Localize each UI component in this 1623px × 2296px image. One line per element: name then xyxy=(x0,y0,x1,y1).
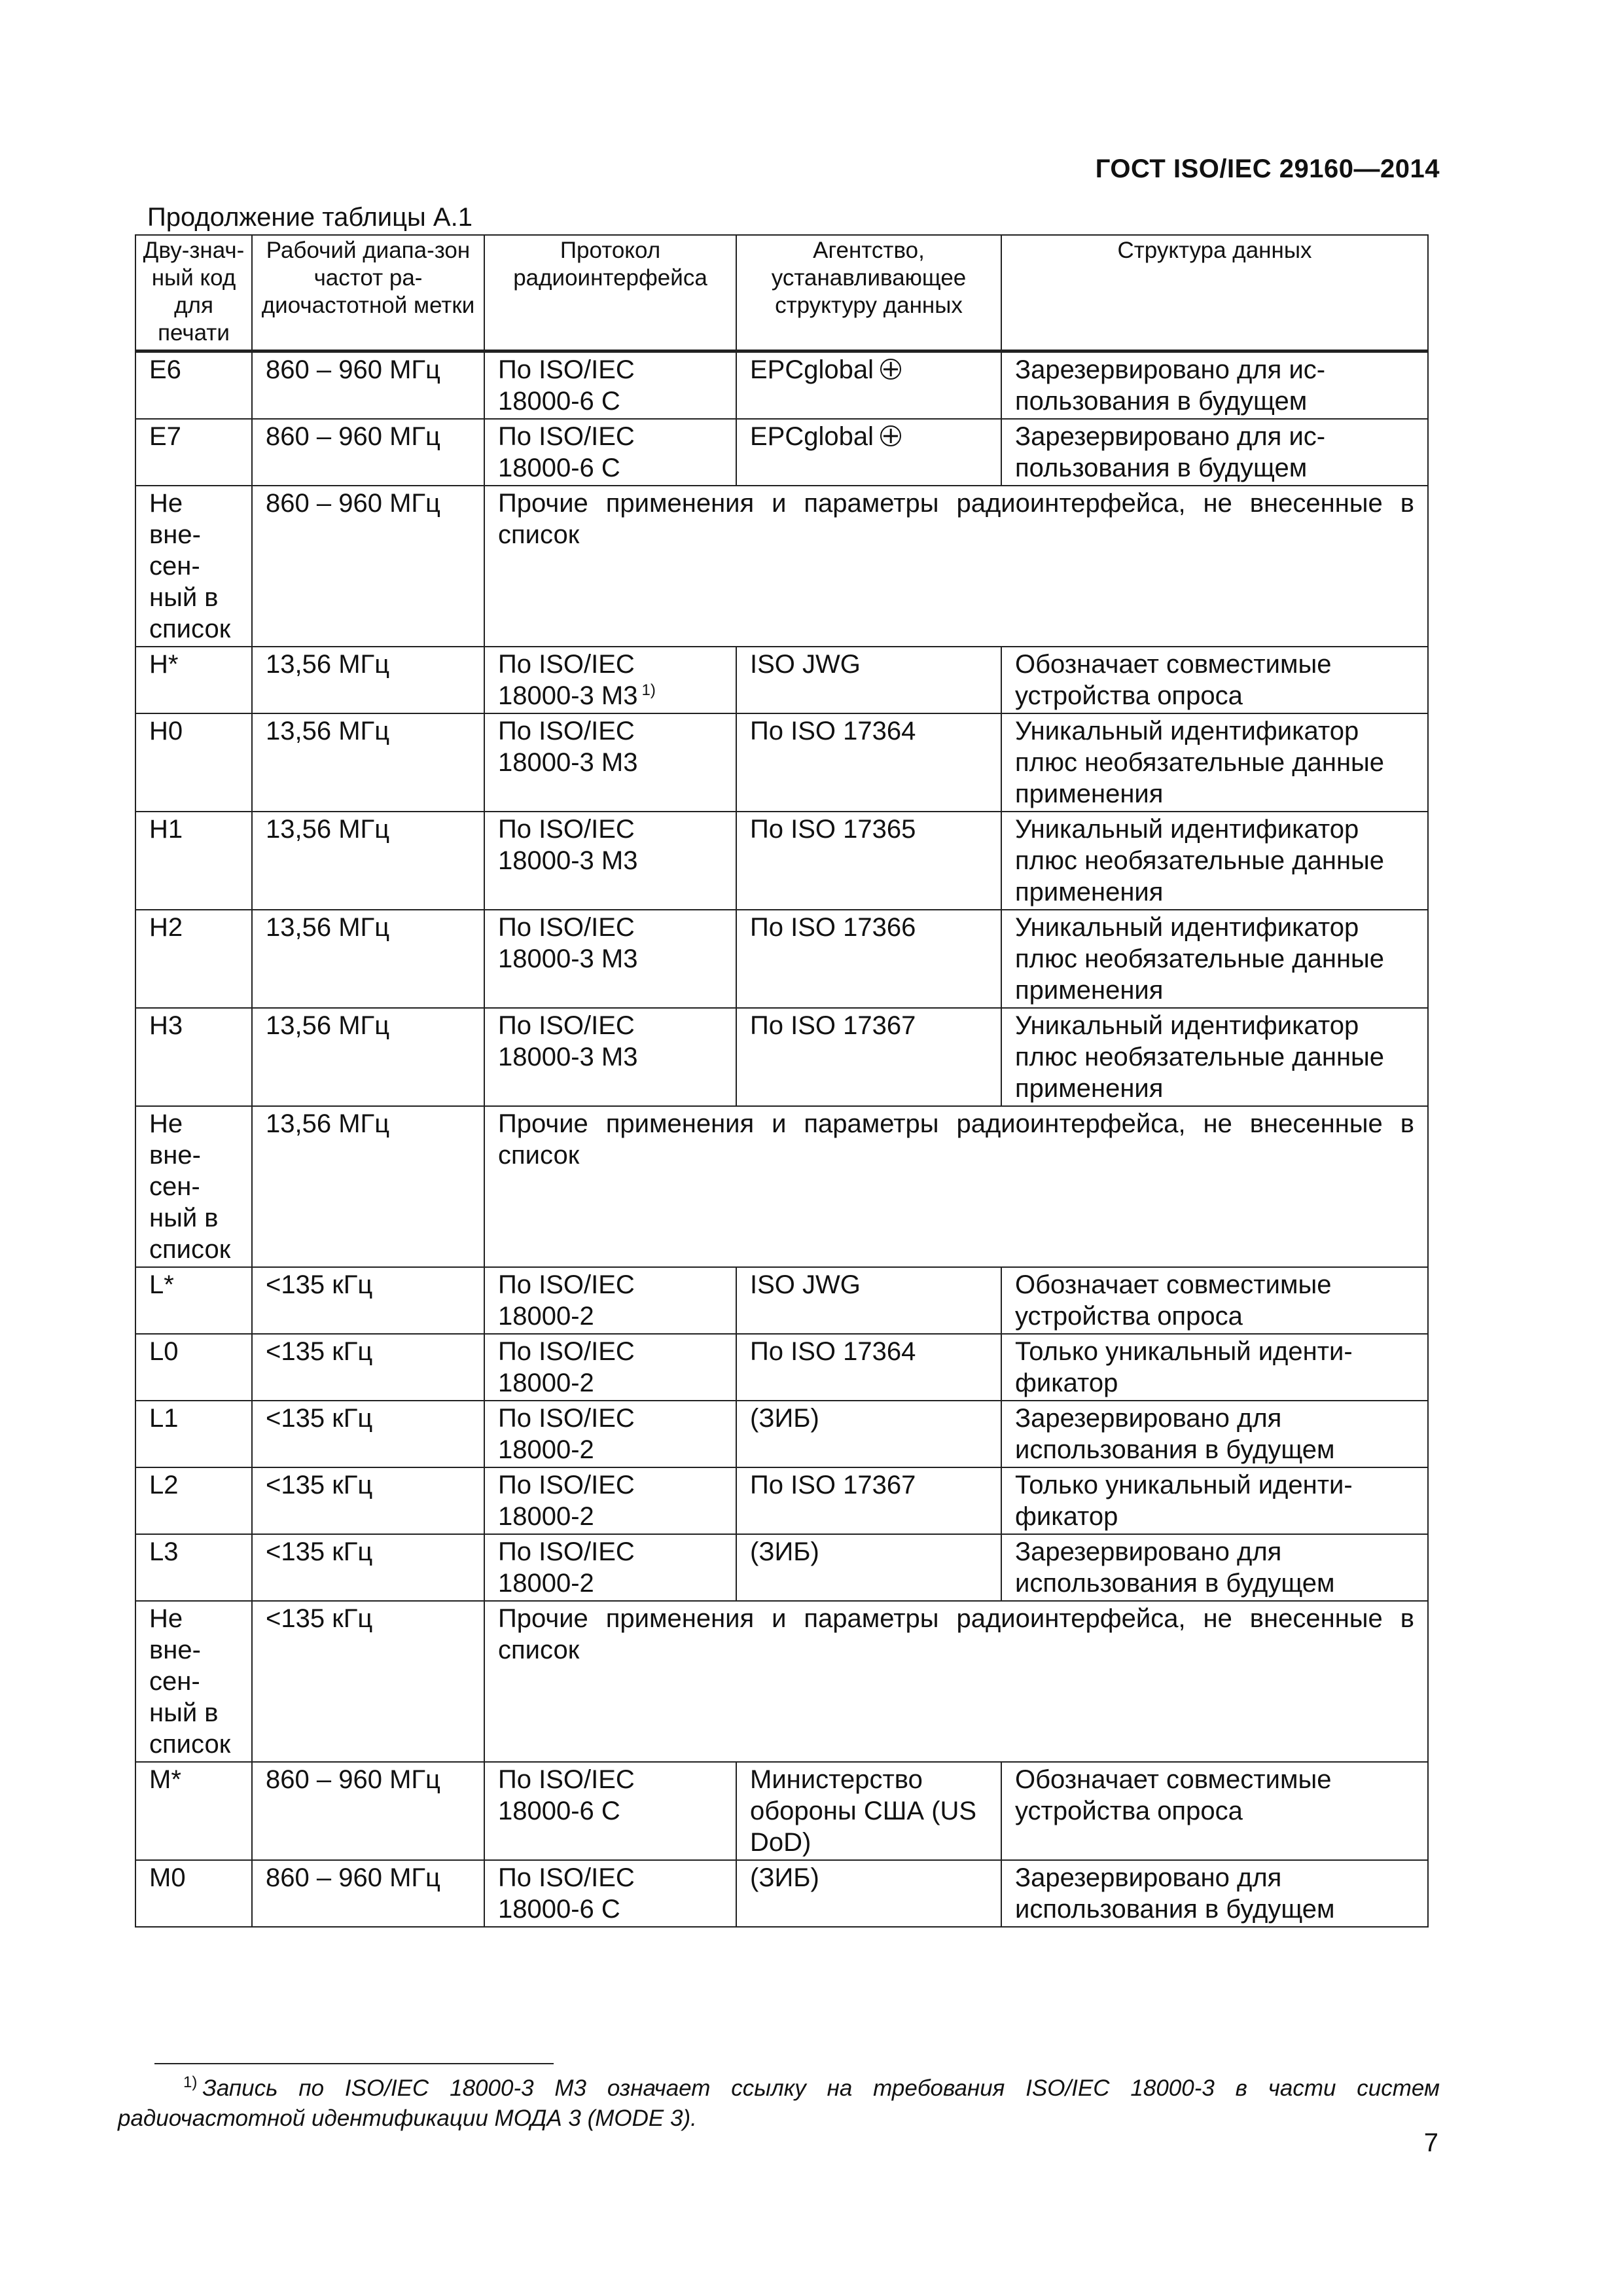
cell-protocol xyxy=(484,351,736,420)
cell-code-text: Не вне-сен-ный в список xyxy=(149,489,231,643)
table-header-row xyxy=(135,235,1428,351)
cell-frequency xyxy=(252,351,484,420)
column-header-agency: Агентство, устанавливающее структуру данных xyxy=(736,235,1001,351)
cell-agency-text: По ISO 17364 xyxy=(750,1337,916,1366)
circled-plus-icon xyxy=(880,425,901,446)
cell-protocol-text: По ISO/IEC 18000-2 xyxy=(498,1337,635,1397)
cell-protocol xyxy=(484,1267,736,1334)
cell-agency xyxy=(736,1401,1001,1467)
cell-frequency xyxy=(252,1762,484,1860)
cell-merged-note xyxy=(484,1601,1428,1762)
cell-agency xyxy=(736,1534,1001,1601)
cell-agency-text: (ЗИБ) xyxy=(750,1863,819,1892)
data-table xyxy=(135,234,1429,1928)
cell-code-text: L0 xyxy=(149,1337,179,1366)
cell-frequency xyxy=(252,812,484,910)
cell-frequency xyxy=(252,1106,484,1267)
cell-frequency-text: <135 кГц xyxy=(266,1471,373,1499)
table-row xyxy=(135,812,1428,910)
cell-merged-note-text: Прочие применения и параметры радиоинтерфейса, не внесенные в список xyxy=(498,489,1414,549)
cell-code xyxy=(135,1106,252,1267)
cell-code xyxy=(135,1601,252,1762)
cell-agency xyxy=(736,713,1001,812)
cell-code-text: H2 xyxy=(149,913,183,942)
table-row xyxy=(135,1267,1428,1334)
cell-structure-text: Зарезервировано для ис-пользования в будущем xyxy=(1015,355,1326,416)
cell-agency-text: По ISO 17367 xyxy=(750,1011,916,1040)
footnote xyxy=(118,2073,1440,2134)
column-header-code: Дву-знач-ный код для печати xyxy=(135,235,252,351)
column-header-structure: Структура данных xyxy=(1001,235,1428,351)
cell-frequency-text: <135 кГц xyxy=(266,1404,373,1433)
footnote-mark: 1) xyxy=(183,2073,198,2092)
cell-structure xyxy=(1001,1267,1428,1334)
cell-agency xyxy=(736,812,1001,910)
table-row xyxy=(135,1334,1428,1401)
cell-protocol xyxy=(484,1467,736,1534)
cell-code-text: L1 xyxy=(149,1404,179,1433)
table-row xyxy=(135,1860,1428,1927)
cell-structure-text: Уникальный идентификатор плюс необязательные данные применения xyxy=(1015,1011,1385,1103)
cell-protocol xyxy=(484,1860,736,1927)
cell-agency-text: (ЗИБ) xyxy=(750,1537,819,1566)
cell-frequency xyxy=(252,1334,484,1401)
cell-code xyxy=(135,647,252,713)
cell-frequency-text: 13,56 МГц xyxy=(266,1011,390,1040)
cell-structure xyxy=(1001,1334,1428,1401)
cell-structure-text: Уникальный идентификатор плюс необязательные данные применения xyxy=(1015,815,1385,906)
cell-protocol xyxy=(484,1401,736,1467)
cell-structure xyxy=(1001,1467,1428,1534)
cell-structure-text: Только уникальный иденти-фикатор xyxy=(1015,1471,1353,1531)
cell-frequency xyxy=(252,419,484,486)
cell-frequency-text: <135 кГц xyxy=(266,1604,373,1633)
cell-protocol-text: По ISO/IEC 18000-3 M3 xyxy=(498,913,638,973)
cell-structure xyxy=(1001,713,1428,812)
table-row xyxy=(135,351,1428,420)
page-number: 7 xyxy=(1423,2128,1438,2157)
cell-code-text: L2 xyxy=(149,1471,179,1499)
cell-code-text: L* xyxy=(149,1270,174,1299)
cell-code xyxy=(135,1467,252,1534)
cell-protocol-text: По ISO/IEC 18000-2 xyxy=(498,1471,635,1531)
cell-code-text: E7 xyxy=(149,422,181,451)
footnote-separator xyxy=(154,2063,554,2064)
cell-structure-text: Обозначает совместимые устройства опроса xyxy=(1015,1270,1332,1331)
cell-frequency-text: 860 – 960 МГц xyxy=(266,1765,440,1794)
cell-structure-text: Уникальный идентификатор плюс необязательные данные применения xyxy=(1015,913,1385,1005)
cell-frequency xyxy=(252,1467,484,1534)
cell-structure-text: Зарезервировано для использования в будущем xyxy=(1015,1404,1335,1464)
cell-agency-text: ISO JWG xyxy=(750,650,861,679)
cell-structure xyxy=(1001,1401,1428,1467)
cell-structure xyxy=(1001,812,1428,910)
cell-structure xyxy=(1001,351,1428,420)
cell-protocol-text: По ISO/IEC 18000-3 M3 xyxy=(498,1011,638,1071)
cell-protocol-text: По ISO/IEC 18000-6 C xyxy=(498,355,635,416)
cell-frequency xyxy=(252,1401,484,1467)
cell-frequency-text: 860 – 960 МГц xyxy=(266,1863,440,1892)
column-header-frequency: Рабочий диапа-зон частот ра-диочастотной метки xyxy=(252,235,484,351)
cell-agency xyxy=(736,1008,1001,1106)
cell-code xyxy=(135,1534,252,1601)
table-row xyxy=(135,647,1428,713)
cell-frequency xyxy=(252,713,484,812)
cell-frequency xyxy=(252,1601,484,1762)
cell-merged-note xyxy=(484,486,1428,647)
cell-agency-text: Министерство обороны США (US DoD) xyxy=(750,1765,977,1857)
cell-frequency xyxy=(252,486,484,647)
cell-protocol-text: По ISO/IEC 18000-2 xyxy=(498,1537,635,1598)
column-header-protocol: Протокол радиоинтерфейса xyxy=(484,235,736,351)
cell-agency xyxy=(736,419,1001,486)
table-row xyxy=(135,713,1428,812)
cell-agency-text: По ISO 17367 xyxy=(750,1471,916,1499)
cell-code-text: M* xyxy=(149,1765,181,1794)
cell-structure xyxy=(1001,647,1428,713)
cell-structure-text: Зарезервировано для использования в будущем xyxy=(1015,1537,1335,1598)
cell-code xyxy=(135,713,252,812)
cell-code-text: H1 xyxy=(149,815,183,844)
cell-protocol-text: По ISO/IEC 18000-6 C xyxy=(498,1765,635,1825)
cell-protocol-text: По ISO/IEC 18000-6 C xyxy=(498,1863,635,1924)
cell-frequency-text: <135 кГц xyxy=(266,1337,373,1366)
document-standard-header: ГОСТ ISO/IEC 29160—2014 xyxy=(1095,154,1440,183)
cell-code xyxy=(135,1267,252,1334)
cell-frequency-text: <135 кГц xyxy=(266,1537,373,1566)
cell-protocol xyxy=(484,647,736,713)
circled-plus-icon xyxy=(880,359,901,380)
table-row xyxy=(135,486,1428,647)
cell-protocol xyxy=(484,812,736,910)
cell-protocol xyxy=(484,419,736,486)
cell-code-text: Не вне-сен-ный в список xyxy=(149,1109,231,1264)
cell-structure-text: Зарезервировано для использования в будущем xyxy=(1015,1863,1335,1924)
cell-structure-text: Обозначает совместимые устройства опроса xyxy=(1015,1765,1332,1825)
cell-agency-text: EPCglobal xyxy=(750,355,874,384)
cell-code xyxy=(135,1762,252,1860)
cell-protocol-text: По ISO/IEC 18000-3 M3 xyxy=(498,650,638,710)
cell-frequency-text: 13,56 МГц xyxy=(266,913,390,942)
cell-frequency-text: 13,56 МГц xyxy=(266,1109,390,1138)
cell-agency xyxy=(736,1860,1001,1927)
cell-protocol xyxy=(484,1762,736,1860)
cell-protocol-text: По ISO/IEC 18000-6 C xyxy=(498,422,635,482)
cell-protocol xyxy=(484,1534,736,1601)
cell-agency xyxy=(736,1467,1001,1534)
cell-structure xyxy=(1001,1762,1428,1860)
footnote-text: Запись по ISO/IEC 18000-3 M3 означает ссылку на требования ISO/IEC 18000-3 в части систем радиочастотной идентификации МОДА 3 (MODE 3). xyxy=(118,2075,1440,2131)
cell-frequency-text: 13,56 МГц xyxy=(266,717,390,745)
cell-agency xyxy=(736,910,1001,1008)
cell-code-text: H* xyxy=(149,650,179,679)
table-row xyxy=(135,1008,1428,1106)
cell-merged-note-text: Прочие применения и параметры радиоинтерфейса, не внесенные в список xyxy=(498,1604,1414,1664)
cell-merged-note-text: Прочие применения и параметры радиоинтерфейса, не внесенные в список xyxy=(498,1109,1414,1170)
cell-structure-text: Уникальный идентификатор плюс необязательные данные применения xyxy=(1015,717,1385,808)
cell-code-text: L3 xyxy=(149,1537,179,1566)
cell-code-text: H3 xyxy=(149,1011,183,1040)
table-row xyxy=(135,419,1428,486)
cell-frequency xyxy=(252,1008,484,1106)
cell-frequency-text: 860 – 960 МГц xyxy=(266,422,440,451)
cell-frequency-text: <135 кГц xyxy=(266,1270,373,1299)
cell-agency-text: По ISO 17365 xyxy=(750,815,916,844)
cell-frequency xyxy=(252,1534,484,1601)
cell-code xyxy=(135,486,252,647)
cell-code-text: Не вне-сен-ный в список xyxy=(149,1604,231,1759)
cell-frequency-text: 860 – 960 МГц xyxy=(266,355,440,384)
cell-frequency xyxy=(252,647,484,713)
cell-agency-text: ISO JWG xyxy=(750,1270,861,1299)
cell-code xyxy=(135,1334,252,1401)
cell-protocol-text: По ISO/IEC 18000-2 xyxy=(498,1404,635,1464)
table-caption: Продолжение таблицы А.1 xyxy=(147,203,473,232)
cell-code-text: E6 xyxy=(149,355,181,384)
table-row xyxy=(135,1106,1428,1267)
cell-protocol xyxy=(484,910,736,1008)
cell-agency xyxy=(736,647,1001,713)
cell-code-text: M0 xyxy=(149,1863,186,1892)
cell-protocol-text: По ISO/IEC 18000-3 M3 xyxy=(498,717,638,777)
cell-agency xyxy=(736,1762,1001,1860)
footnote-ref: 1) xyxy=(641,681,656,699)
cell-agency-text: По ISO 17366 xyxy=(750,913,916,942)
cell-frequency-text: 13,56 МГц xyxy=(266,815,390,844)
cell-code xyxy=(135,1860,252,1927)
cell-code xyxy=(135,1401,252,1467)
cell-frequency xyxy=(252,1267,484,1334)
cell-agency xyxy=(736,1334,1001,1401)
cell-code xyxy=(135,910,252,1008)
cell-structure-text: Зарезервировано для ис-пользования в будущем xyxy=(1015,422,1326,482)
cell-structure xyxy=(1001,910,1428,1008)
cell-frequency xyxy=(252,910,484,1008)
cell-frequency-text: 13,56 МГц xyxy=(266,650,390,679)
cell-structure xyxy=(1001,1860,1428,1927)
cell-agency-text: (ЗИБ) xyxy=(750,1404,819,1433)
cell-agency-text: EPCglobal xyxy=(750,422,874,451)
cell-structure xyxy=(1001,419,1428,486)
cell-code xyxy=(135,812,252,910)
table-row xyxy=(135,1534,1428,1601)
cell-protocol xyxy=(484,1334,736,1401)
cell-structure-text: Обозначает совместимые устройства опроса xyxy=(1015,650,1332,710)
cell-code xyxy=(135,351,252,420)
cell-agency xyxy=(736,1267,1001,1334)
table-row xyxy=(135,1467,1428,1534)
cell-structure xyxy=(1001,1534,1428,1601)
cell-code xyxy=(135,419,252,486)
cell-protocol-text: По ISO/IEC 18000-2 xyxy=(498,1270,635,1331)
cell-protocol xyxy=(484,713,736,812)
table-row xyxy=(135,1401,1428,1467)
cell-agency xyxy=(736,351,1001,420)
cell-frequency xyxy=(252,1860,484,1927)
cell-protocol xyxy=(484,1008,736,1106)
cell-protocol-text: По ISO/IEC 18000-3 M3 xyxy=(498,815,638,875)
cell-agency-text: По ISO 17364 xyxy=(750,717,916,745)
cell-frequency-text: 860 – 960 МГц xyxy=(266,489,440,518)
cell-code xyxy=(135,1008,252,1106)
cell-structure xyxy=(1001,1008,1428,1106)
cell-merged-note xyxy=(484,1106,1428,1267)
cell-code-text: H0 xyxy=(149,717,183,745)
table-row xyxy=(135,1601,1428,1762)
table-row xyxy=(135,1762,1428,1860)
table-row xyxy=(135,910,1428,1008)
cell-structure-text: Только уникальный иденти-фикатор xyxy=(1015,1337,1353,1397)
